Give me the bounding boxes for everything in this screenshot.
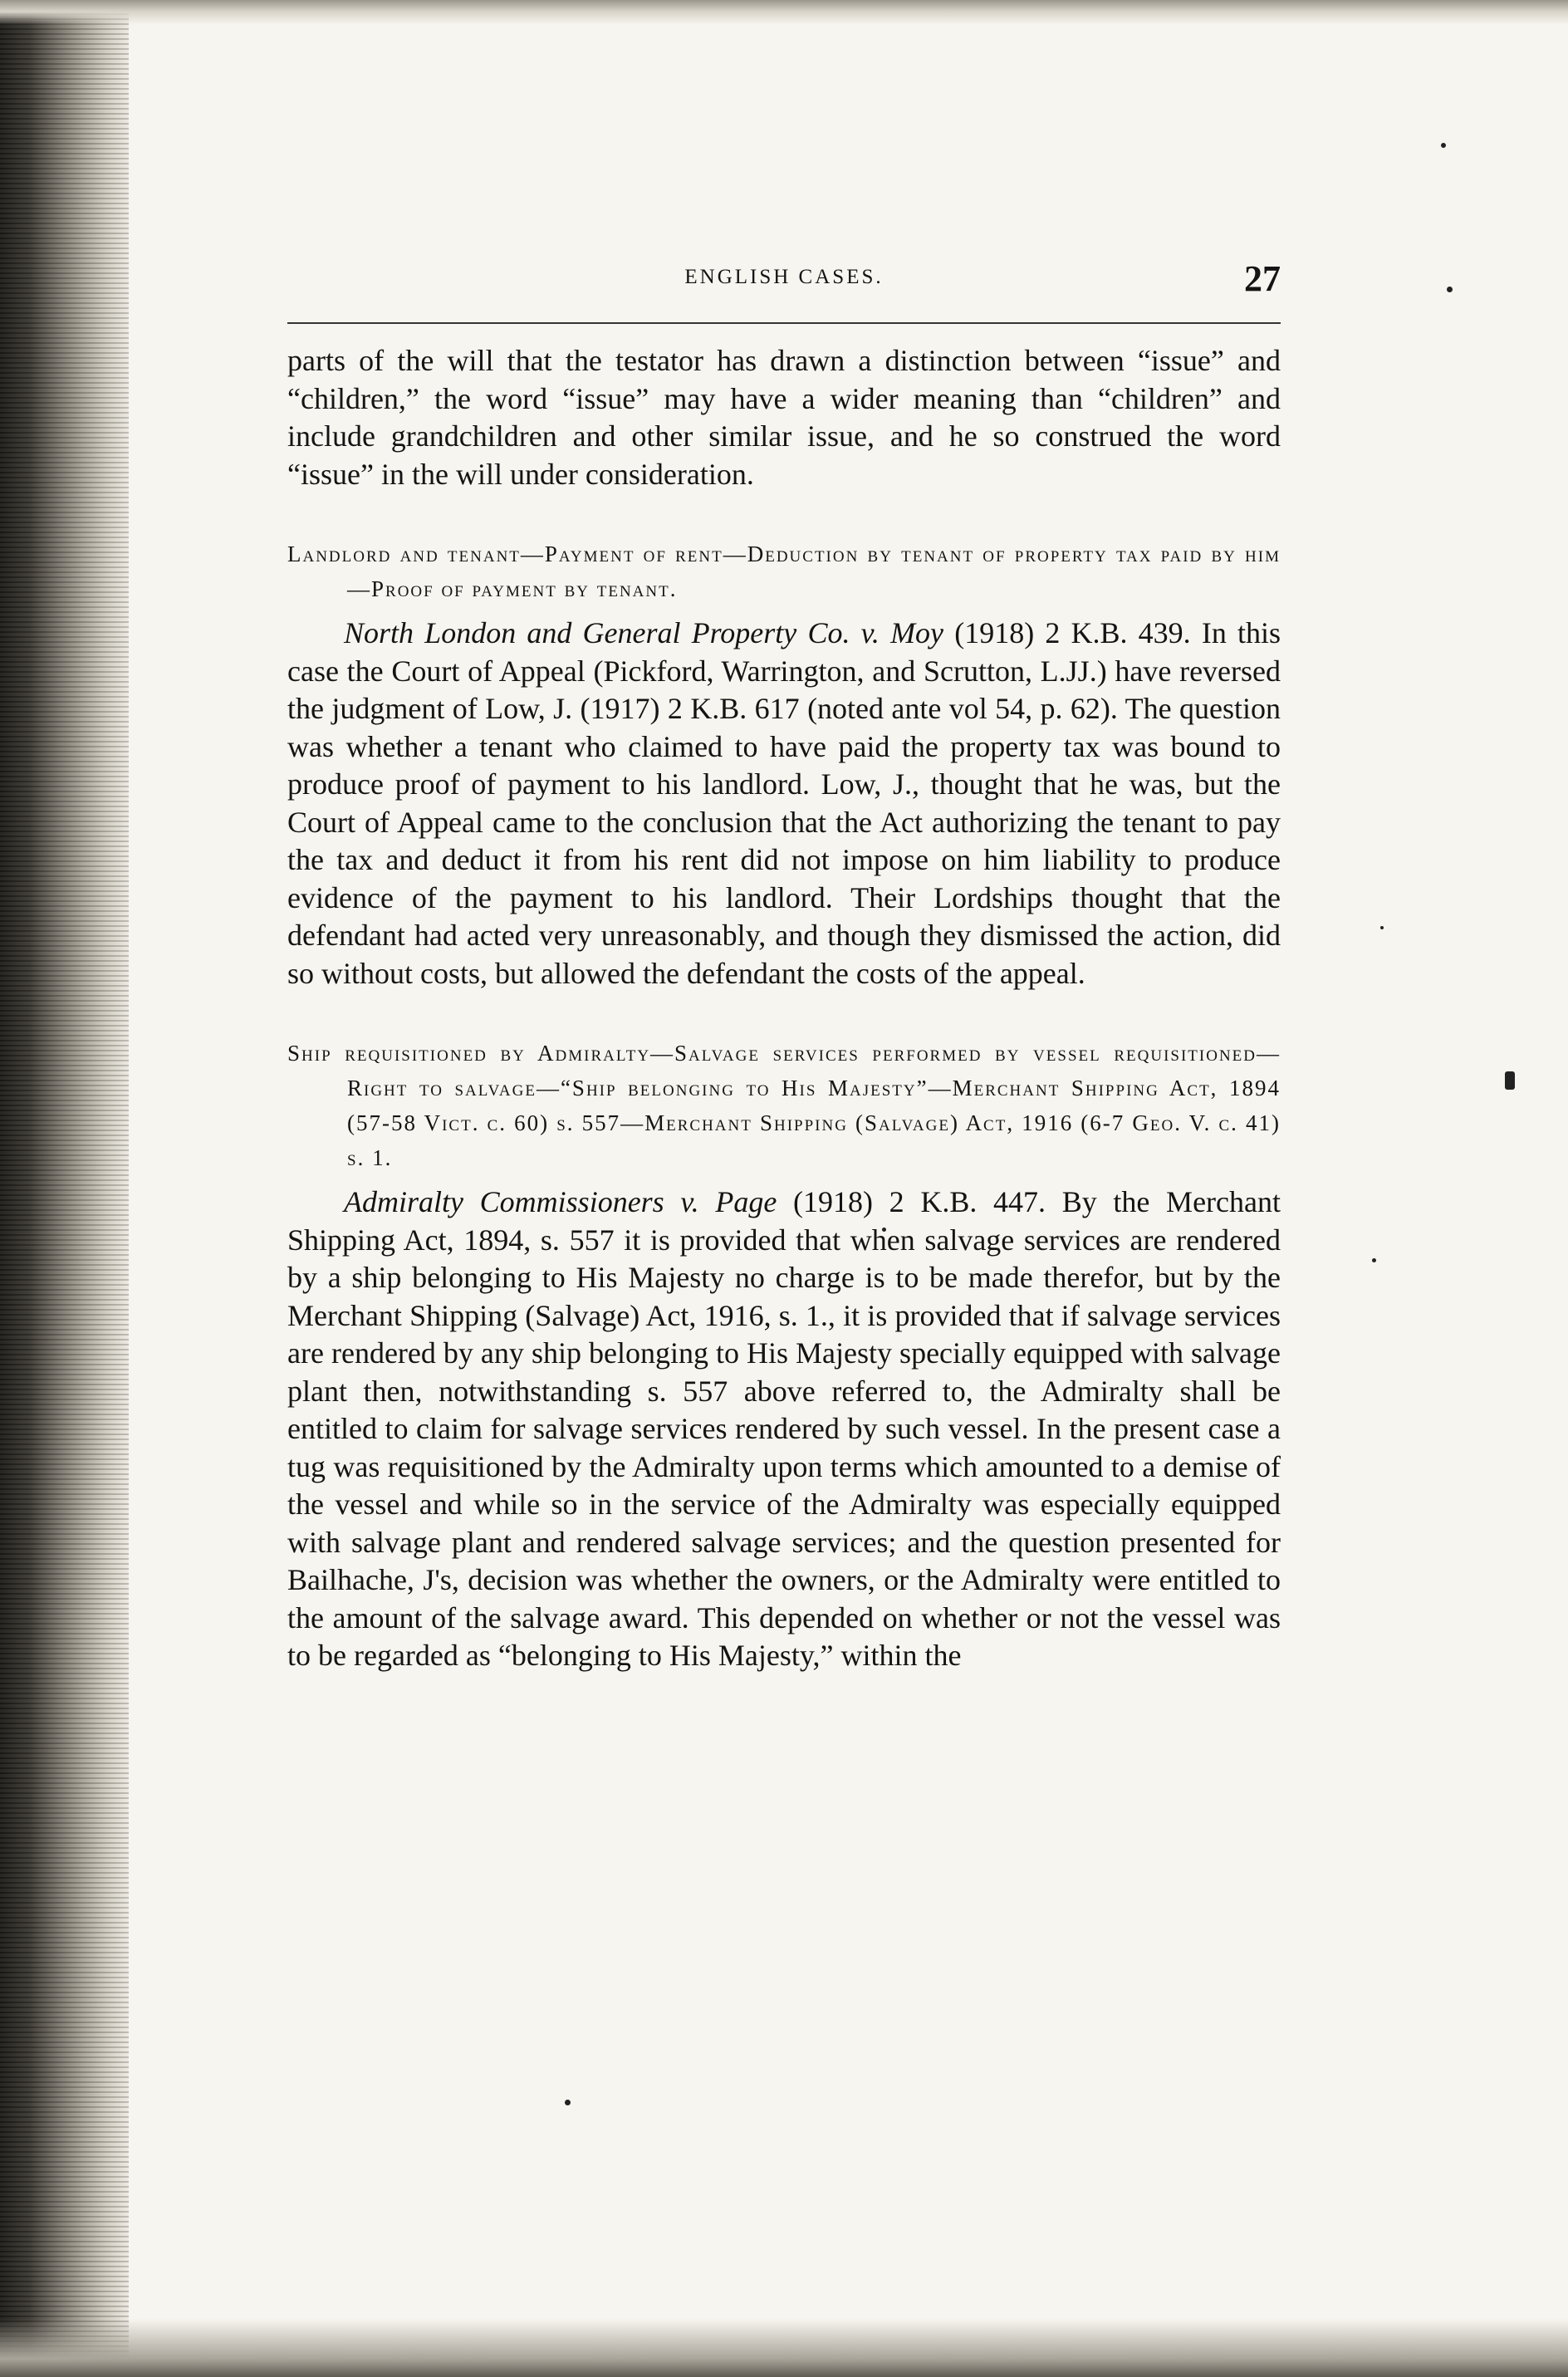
section-heading-ship-requisitioned: Ship requisitioned by Admiralty—Salvage services performed by vessel requisitioned—Right to salvage—“Ship belonging to His Majesty”—Merchant Shipping Act, 1894 (57-58 Vict. c. 60) s. 557—Merchant Shipping (Salvage) Act, 1916 (6-7 Geo. V. c. 41) s. 1.	[287, 1041, 1281, 1170]
case-name-moy: North London and General Property Co. v. Moy	[344, 616, 944, 649]
spacer	[287, 493, 1281, 537]
print-speck	[1505, 1071, 1515, 1090]
page-number: 27	[1244, 258, 1281, 299]
page-bottom-edge	[0, 2319, 1568, 2377]
header-rule	[287, 322, 1281, 324]
paragraph-page-text: (1918) 2 K.B. 447. By the Merchant Shipping Act, 1894, s. 557 it is provided that when salvage services are rendered by a ship belonging to His Majesty no charge is to be made therefor, but by the Merchant Shipping (Salvage) Act, 1916, s. 1., it is provided that if salvage services are rendered by any ship belonging to His Majesty specially equipped with salvage plant then, notwithstanding s. 557 above referred to, the Admiralty shall be entitled to claim for salvage services rendered by such vessel. In the present case a tug was requisitioned by the Admiralty upon terms which amounted to a demise of the vessel and while so in the service of the Admiralty was especially equipped with salvage plant and rendered salvage services; and the question presented for Bailhache, J's, decision was whether the owners, or the Admiralty were entitled to the amount of the salvage award. This depended on whether or not the vessel was to be regarded as “belonging to His Majesty,” within the	[287, 1185, 1281, 1672]
book-binding-edge	[0, 0, 129, 2377]
print-speck	[1441, 143, 1446, 148]
paragraph-moy-case	[287, 615, 1281, 992]
running-title: ENGLISH CASES.	[684, 266, 884, 288]
print-speck	[565, 2100, 571, 2105]
print-speck	[1380, 926, 1384, 929]
case-name-page: Admiralty Commissioners v. Page	[344, 1185, 777, 1218]
print-speck	[1372, 1258, 1376, 1262]
page-content	[287, 257, 1281, 1675]
paragraph-continuation: parts of the will that the testator has drawn a distinction between “issue” and “children,” the word “issue” may have a wider meaning than “children” and include grandchildren and other similar issue, and he so construed the word “issue” in the will under consideration.	[287, 344, 1281, 491]
spacer	[287, 606, 1281, 615]
spacer	[287, 992, 1281, 1036]
spacer	[287, 1175, 1281, 1184]
section-heading-landlord-tenant: Landlord and tenant—Payment of rent—Deduction by tenant of property tax paid by him—Proof of payment by tenant.	[287, 542, 1281, 601]
paragraph-page-case	[287, 1184, 1281, 1675]
page-top-edge	[0, 0, 1568, 25]
paragraph-moy-text: (1918) 2 K.B. 439. In this case the Court of Appeal (Pickford, Warrington, and Scrutton, L.JJ.) have reversed the judgment of Low, J. (1917) 2 K.B. 617 (noted ante vol 54, p. 62). The question was whether a tenant who claimed to have paid the property tax was bound to produce proof of payment to his landlord. Low, J., thought that he was, but the Court of Appeal came to the conclusion that the Act authorizing the tenant to pay the tax and deduct it from his rent did not impose on him liability to produce evidence of the payment to his landlord. Their Lordships thought that the defendant had acted very unreasonably, and though they dismissed the action, did so without costs, but allowed the defendant the costs of the appeal.	[287, 616, 1281, 990]
running-head	[287, 257, 1281, 316]
print-speck	[1447, 287, 1453, 292]
